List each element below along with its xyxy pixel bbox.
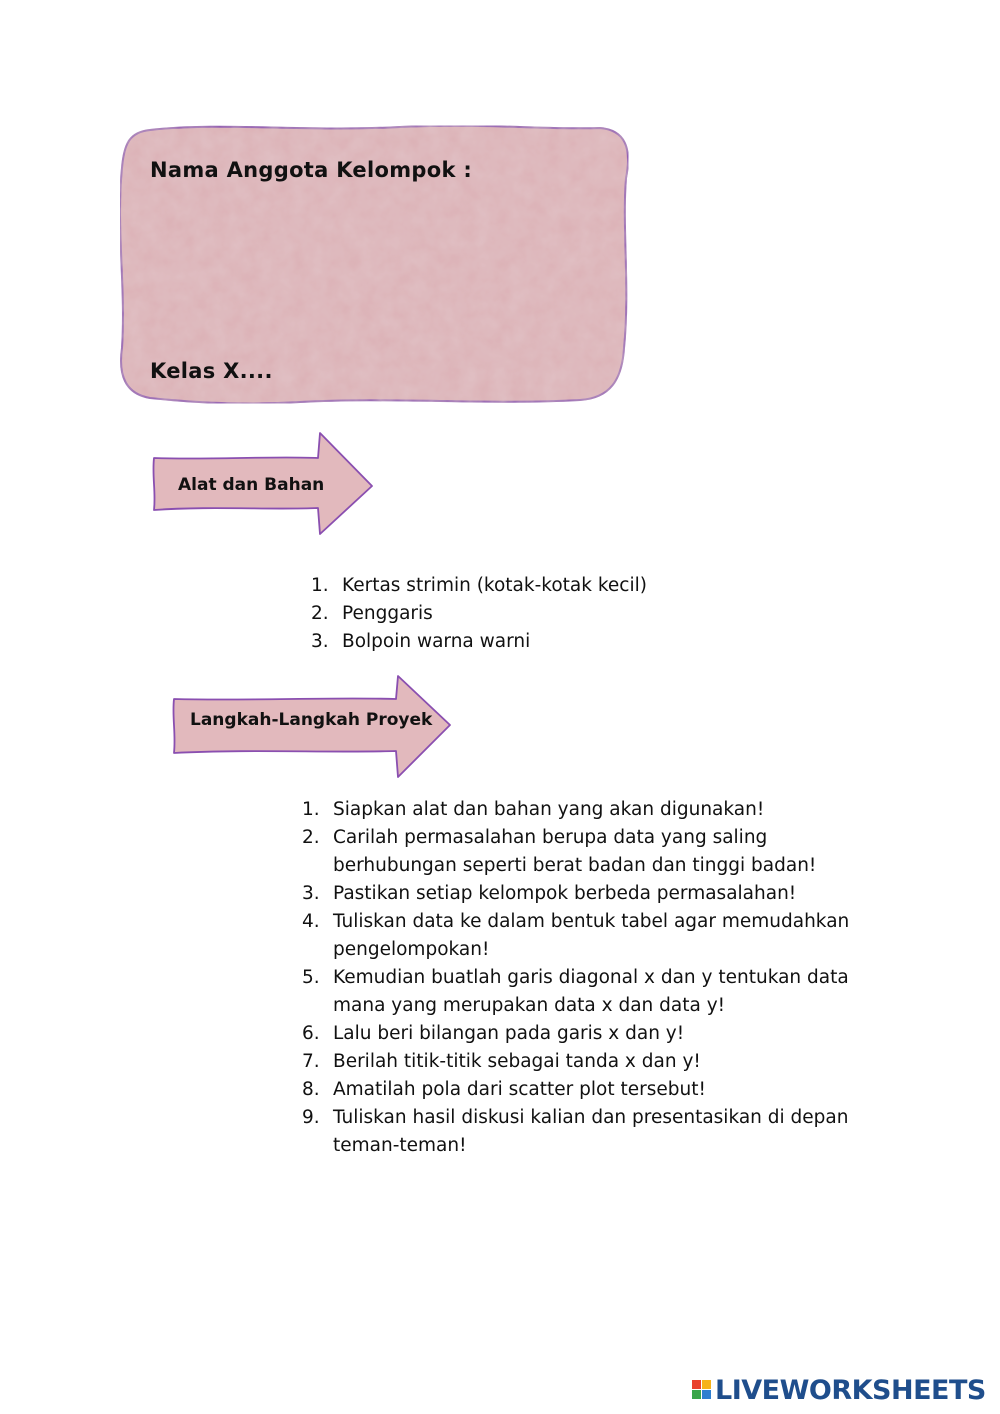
item-text: Penggaris (342, 603, 433, 624)
item-text: Kertas strimin (kotak-kotak kecil) (342, 575, 647, 596)
list-item (302, 1020, 862, 1048)
item-number: 2. (302, 827, 320, 848)
item-number: 9. (302, 1107, 320, 1128)
item-text: Bolpoin warna warni (342, 631, 531, 652)
steps-heading-arrow (170, 673, 454, 781)
item-text: Carilah permasalahan berupa data yang saling berhubungan seperti berat badan dan tinggi badan! (333, 827, 817, 876)
members-label: Nama Anggota Kelompok : (150, 158, 473, 182)
item-number: 4. (302, 911, 320, 932)
list-item (302, 1076, 862, 1104)
list-item (302, 796, 862, 824)
list-item (302, 880, 862, 908)
item-number: 1. (302, 799, 320, 820)
item-text: Berilah titik-titik sebagai tanda x dan y! (333, 1051, 701, 1072)
item-number: 3. (311, 631, 329, 652)
item-text: Tuliskan data ke dalam bentuk tabel agar memudahkan pengelompokan! (333, 911, 850, 960)
list-item (302, 908, 862, 964)
class-label: Kelas X.... (150, 359, 273, 383)
steps-list (302, 796, 862, 1160)
item-number: 2. (311, 603, 329, 624)
item-number: 8. (302, 1079, 320, 1100)
list-item (302, 964, 862, 1020)
materials-heading-arrow (150, 430, 376, 538)
list-item (311, 628, 811, 656)
item-number: 6. (302, 1023, 320, 1044)
item-text: Amatilah pola dari scatter plot tersebut! (333, 1079, 706, 1100)
item-number: 7. (302, 1051, 320, 1072)
item-text: Lalu beri bilangan pada garis x dan y! (333, 1023, 685, 1044)
list-item (302, 1104, 862, 1160)
item-text: Tuliskan hasil diskusi kalian dan presentasikan di depan teman-teman! (333, 1107, 849, 1156)
item-number: 1. (311, 575, 329, 596)
liveworksheets-logo-icon (692, 1378, 712, 1402)
item-text: Pastikan setiap kelompok berbeda permasalahan! (333, 883, 797, 904)
item-number: 3. (302, 883, 320, 904)
materials-list (311, 572, 811, 656)
identity-box (110, 118, 635, 408)
logo-text: LIVEWORKSHEETS (715, 1374, 986, 1406)
liveworksheets-logo[interactable] (692, 1374, 986, 1406)
list-item (311, 600, 811, 628)
list-item (302, 1048, 862, 1076)
steps-heading: Langkah-Langkah Proyek (190, 710, 433, 730)
list-item (311, 572, 811, 600)
materials-heading: Alat dan Bahan (178, 475, 325, 495)
item-number: 5. (302, 967, 320, 988)
list-item (302, 824, 862, 880)
item-text: Siapkan alat dan bahan yang akan digunakan! (333, 799, 765, 820)
item-text: Kemudian buatlah garis diagonal x dan y tentukan data mana yang merupakan data x dan data y! (333, 967, 849, 1016)
